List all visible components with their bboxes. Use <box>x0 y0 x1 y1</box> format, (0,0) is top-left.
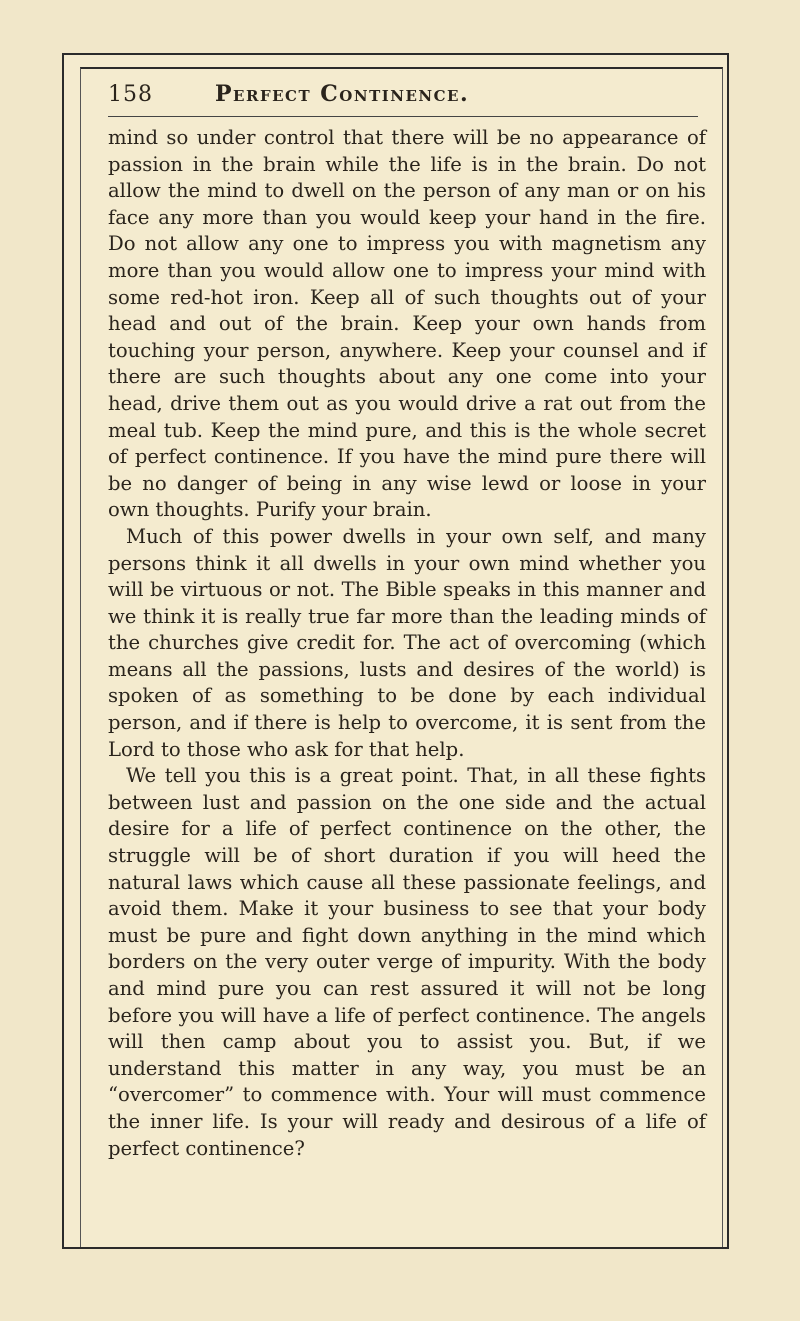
paragraph-3: We tell you this is a great point. That, in all these fights between lust and passion on the one side and the actual desire for a life of perfect continence on the other, the struggle will be of short duration if you will heed the natural laws which cause all these passionate feelings, and avoid them. Make it your business to see that your body must be pure and fight down anything in the mind which borders on the very outer verge of impurity. With the body and mind pure you can rest assured it will not be long before you will have a life of perfect continence. The angels will then camp about you to assist you. But, if we understand this matter in any way, you must be an “overcomer” to commence with. Your will must commence the inner life. Is your will ready and desirous of a life of perfect continence? <box>108 764 706 1160</box>
bottom-rule <box>62 1247 729 1249</box>
paragraph-1: mind so under control that there will be no appearance of passion in the brain while the life is in the brain. Do not allow the mind to dwell on the person of any man or on his face any more than you would keep your hand in the fire. Do not allow any one to impress you with magnetism any more than you would allow one to impress your mind with some red-hot iron. Keep all of such thoughts out of your head and out of the brain. Keep your own hands from touching your person, anywhere. Keep your counsel and if there are such thoughts about any one come into your head, drive them out as you would drive a rat out from the meal tub. Keep the mind pure, and this is the whole secret of perfect continence. If you have the mind pure there will be no danger of being in any wise lewd or loose in your own thoughts. Purify your brain. <box>108 126 706 522</box>
running-title: Perfect Continence. <box>215 81 470 107</box>
page-number: 158 <box>108 81 153 107</box>
header-rule <box>108 116 698 117</box>
page-header <box>108 78 698 110</box>
paragraph-2: Much of this power dwells in your own self, and many persons think it all dwells in your own mind whether you will be virtuous or not. The Bible speaks in this manner and we think it is really true far more than the leading minds of the churches give credit for. The act of overcoming (which means all the passions, lusts and desires of the world) is spoken of as something to be done by each individual person, and if there is help to overcome, it is sent from the Lord to those who ask for that help. <box>108 524 706 761</box>
body-text <box>108 125 706 1162</box>
